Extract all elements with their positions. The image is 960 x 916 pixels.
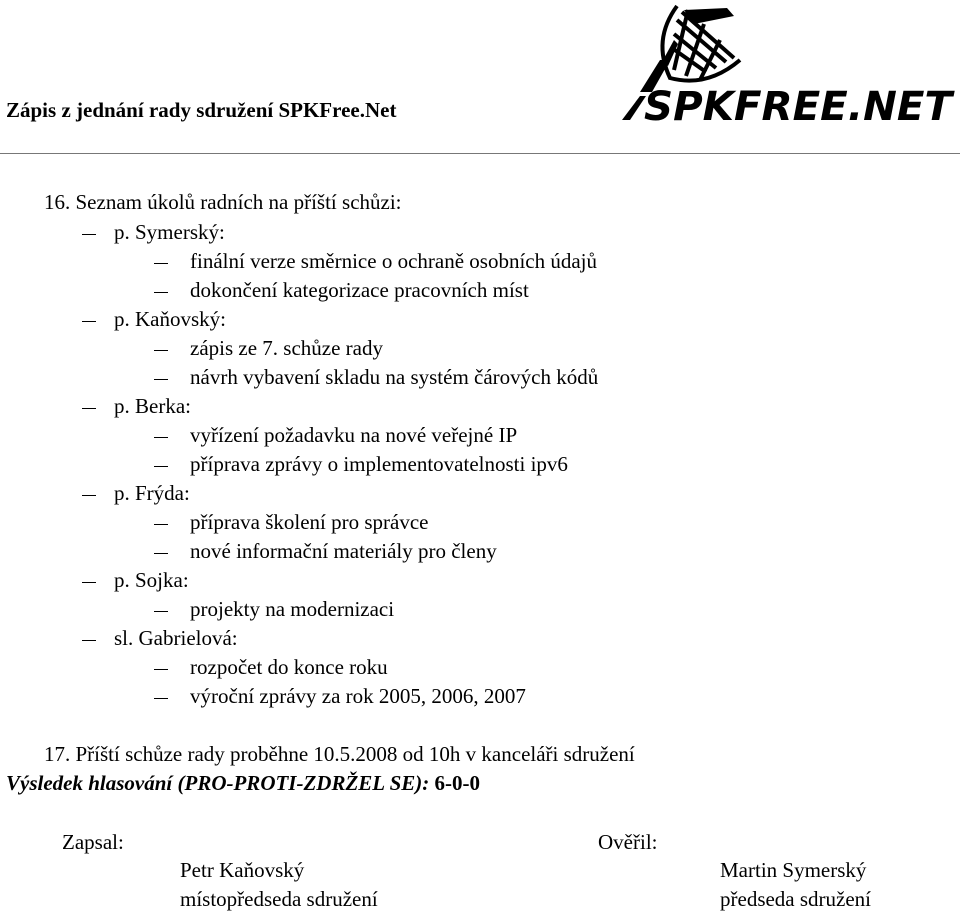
dash-bullet: [154, 611, 168, 612]
dash-bullet: [82, 234, 96, 235]
dash-bullet: [154, 466, 168, 467]
task-item: rozpočet do konce roku: [190, 655, 388, 679]
person-name: p. Berka:: [114, 394, 191, 418]
section-17-text: 17. Příští schůze rady proběhne 10.5.2008 od 10h v kanceláři sdružení: [44, 742, 635, 766]
dash-bullet: [154, 292, 168, 293]
person-name: sl. Gabrielová:: [114, 626, 238, 650]
task-item: příprava školení pro správce: [190, 510, 429, 534]
task-item: příprava zprávy o implementovatelnosti ipv6: [190, 452, 568, 476]
section-16-heading: 16. Seznam úkolů radních na příští schůzi:: [44, 190, 402, 214]
header-divider: [0, 153, 960, 154]
task-item: vyřízení požadavku na nové veřejné IP: [190, 423, 518, 447]
dash-bullet: [154, 263, 168, 264]
person-name: p. Frýda:: [114, 481, 190, 505]
document-title: Zápis z jednání rady sdružení SPKFree.Net: [6, 98, 397, 122]
logo-text: SPKFREE.NET: [644, 84, 955, 128]
dash-bullet: [82, 640, 96, 641]
dash-bullet: [154, 524, 168, 525]
task-item: dokončení kategorizace pracovních míst: [190, 278, 529, 302]
task-item: zápis ze 7. schůze rady: [190, 336, 383, 360]
dash-bullet: [154, 350, 168, 351]
verified-role: předseda sdružení: [720, 887, 872, 911]
dash-bullet: [82, 408, 96, 409]
wrote-role: místopředseda sdružení: [180, 887, 378, 911]
person-name: p. Sojka:: [114, 568, 189, 592]
vote-label: Výsledek hlasování (PRO-PROTI-ZDRŽEL SE):: [6, 771, 430, 795]
dash-bullet: [82, 321, 96, 322]
dash-bullet: [154, 669, 168, 670]
task-item: projekty na modernizaci: [190, 597, 395, 621]
vote-result: 6-0-0: [434, 771, 481, 795]
task-item: nové informační materiály pro členy: [190, 539, 497, 563]
dash-bullet: [154, 437, 168, 438]
verified-label: Ověřil:: [598, 830, 658, 854]
wrote-label: Zapsal:: [62, 830, 124, 854]
person-name: p. Symerský:: [114, 220, 225, 244]
spkfree-logo: [622, 0, 956, 128]
wrote-name: Petr Kaňovský: [180, 858, 305, 882]
dash-bullet: [154, 698, 168, 699]
person-name: p. Kaňovský:: [114, 307, 226, 331]
dash-bullet: [154, 379, 168, 380]
dash-bullet: [82, 582, 96, 583]
vote-result-line: [6, 771, 480, 795]
dash-bullet: [82, 495, 96, 496]
dash-bullet: [154, 553, 168, 554]
task-item: výroční zprávy za rok 2005, 2006, 2007: [190, 684, 526, 708]
task-item: návrh vybavení skladu na systém čárových kódů: [190, 365, 599, 389]
verified-name: Martin Symerský: [720, 858, 867, 882]
task-item: finální verze směrnice o ochraně osobních údajů: [190, 249, 598, 273]
